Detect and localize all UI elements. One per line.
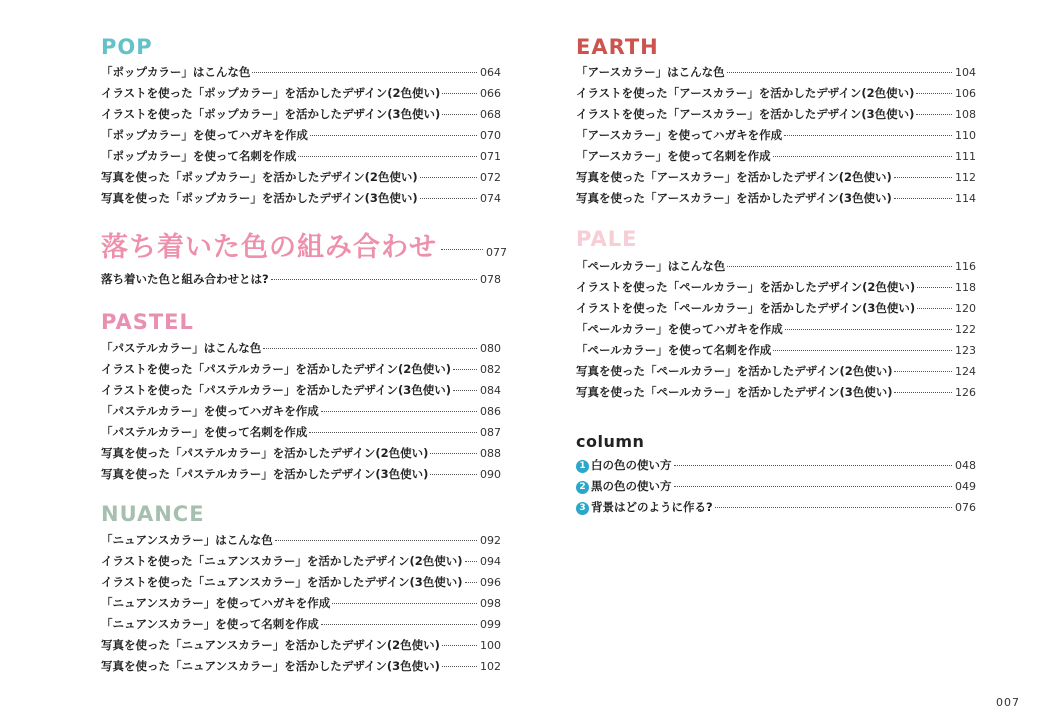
section-heading-pale: PALE [576,227,638,251]
toc-entry[interactable]: イラストを使った「ペールカラー」を活かしたデザイン(3色使い) 120 [576,301,976,315]
toc-entry[interactable]: 「ニュアンスカラー」を使ってハガキを作成 098 [101,596,501,610]
toc-entry[interactable]: 「パステルカラー」を使ってハガキを作成 086 [101,404,501,418]
toc-entry[interactable]: 「パステルカラー」を使って名刺を作成 087 [101,425,501,439]
toc-entry[interactable]: 写真を使った「ペールカラー」を活かしたデザイン(2色使い) 124 [576,364,976,378]
toc-entry[interactable]: 写真を使った「ペールカラー」を活かしたデザイン(3色使い) 126 [576,385,976,399]
toc-entry[interactable]: 「ポップカラー」はこんな色 064 [101,65,501,79]
column-entry[interactable]: 2 黒の色の使い方 049 [576,476,976,497]
toc-entry[interactable]: 「アースカラー」を使ってハガキを作成 110 [576,128,976,142]
toc-entry[interactable]: 「ペールカラー」を使ってハガキを作成 122 [576,322,976,336]
column-entry[interactable]: 1 白の色の使い方 048 [576,455,976,476]
toc-entry[interactable]: 写真を使った「ニュアンスカラー」を活かしたデザイン(3色使い) 102 [101,659,501,673]
toc-entry[interactable]: 「ポップカラー」を使って名刺を作成 071 [101,149,501,163]
toc-entry[interactable]: 「ペールカラー」はこんな色 116 [576,259,976,273]
section-heading-nuance: NUANCE [101,502,205,526]
column-heading: column [576,432,645,451]
toc-entry[interactable]: 「ペールカラー」を使って名刺を作成 123 [576,343,976,357]
toc-entry[interactable]: イラストを使った「ポップカラー」を活かしたデザイン(3色使い) 068 [101,107,501,121]
toc-entry[interactable]: 写真を使った「パステルカラー」を活かしたデザイン(3色使い) 090 [101,467,501,481]
number-badge: 3 [576,502,589,515]
toc-entry[interactable]: 写真を使った「ポップカラー」を活かしたデザイン(3色使い) 074 [101,191,501,205]
toc-entry[interactable]: イラストを使った「ポップカラー」を活かしたデザイン(2色使い) 066 [101,86,501,100]
number-badge: 2 [576,481,589,494]
page-number: 007 [996,696,1020,709]
toc-entry[interactable]: 「ニュアンスカラー」はこんな色 092 [101,533,501,547]
toc-entry-intro[interactable]: 落ち着いた色と組み合わせとは? 078 [101,272,501,286]
toc-entry[interactable]: 写真を使った「アースカラー」を活かしたデザイン(3色使い) 114 [576,191,976,205]
toc-entry[interactable]: 写真を使った「ポップカラー」を活かしたデザイン(2色使い) 072 [101,170,501,184]
toc-entry[interactable]: イラストを使った「パステルカラー」を活かしたデザイン(2色使い) 082 [101,362,501,376]
toc-entry[interactable]: 「アースカラー」を使って名刺を作成 111 [576,149,976,163]
section-heading-pop: POP [101,35,153,59]
toc-entry[interactable]: 「パステルカラー」はこんな色 080 [101,341,501,355]
section-heading-pastel: PASTEL [101,310,194,334]
toc-entry[interactable]: イラストを使った「アースカラー」を活かしたデザイン(3色使い) 108 [576,107,976,121]
chapter-title[interactable]: 落ち着いた色の組み合わせ 077 [101,232,507,263]
toc-entry[interactable]: 「ニュアンスカラー」を使って名刺を作成 099 [101,617,501,631]
number-badge: 1 [576,460,589,473]
toc-entry[interactable]: イラストを使った「アースカラー」を活かしたデザイン(2色使い) 106 [576,86,976,100]
toc-entry[interactable]: イラストを使った「ペールカラー」を活かしたデザイン(2色使い) 118 [576,280,976,294]
toc-entry[interactable]: 写真を使った「ニュアンスカラー」を活かしたデザイン(2色使い) 100 [101,638,501,652]
toc-entry[interactable]: イラストを使った「パステルカラー」を活かしたデザイン(3色使い) 084 [101,383,501,397]
section-heading-earth: EARTH [576,35,659,59]
toc-entry[interactable]: イラストを使った「ニュアンスカラー」を活かしたデザイン(3色使い) 096 [101,575,501,589]
toc-entry[interactable]: イラストを使った「ニュアンスカラー」を活かしたデザイン(2色使い) 094 [101,554,501,568]
toc-entry[interactable]: 写真を使った「アースカラー」を活かしたデザイン(2色使い) 112 [576,170,976,184]
toc-entry[interactable]: 「アースカラー」はこんな色 104 [576,65,976,79]
toc-entry[interactable]: 写真を使った「パステルカラー」を活かしたデザイン(2色使い) 088 [101,446,501,460]
column-entry[interactable]: 3 背景はどのように作る? 076 [576,497,976,518]
toc-entry[interactable]: 「ポップカラー」を使ってハガキを作成 070 [101,128,501,142]
